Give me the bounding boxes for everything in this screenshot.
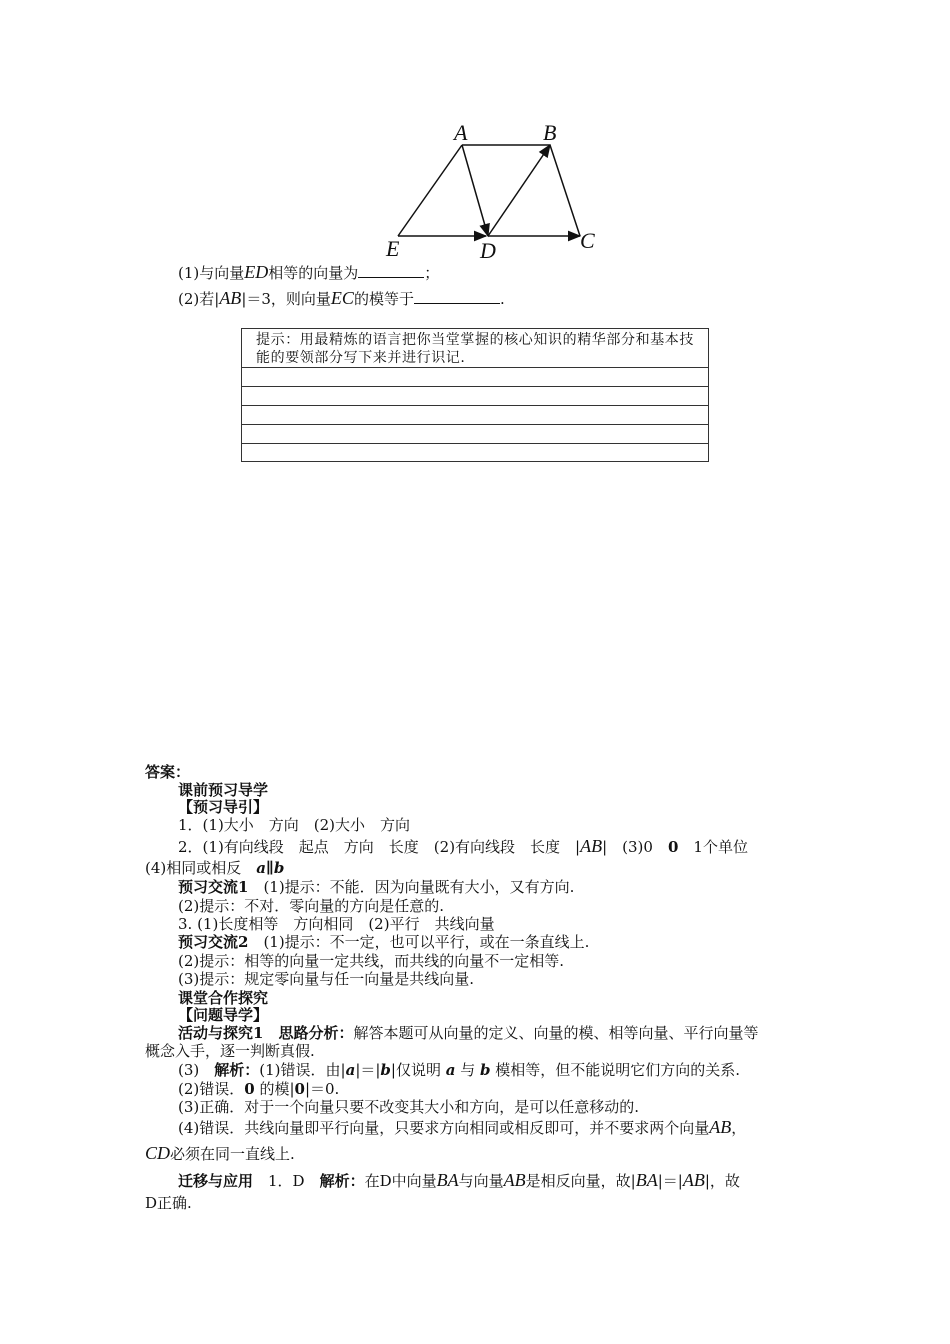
preview-exchange-1-2: (2)提示：不对．零向量的方向是任意的.: [178, 897, 445, 915]
preview-exchange-2-2: (2)提示：相等的向量一定共线，而共线的向量不一定相等.: [178, 952, 565, 970]
section-cooperative: 课堂合作探究: [178, 989, 269, 1007]
vector-ed: ED: [244, 262, 269, 282]
note-line[interactable]: [242, 386, 708, 387]
point-e-label: E: [386, 236, 400, 261]
point-a-label: A: [454, 120, 468, 145]
vector-ec: EC: [330, 288, 354, 308]
activity-1-cont: 概念入手，逐一判断真假.: [145, 1042, 315, 1060]
analysis-3-4-cont: CD必须在同一直线上.: [145, 1143, 295, 1163]
segment-db: [488, 145, 550, 236]
preview-exchange-2: 预习交流2 (1)提示：不一定，也可以平行，或在一条直线上.: [178, 933, 590, 951]
problem-guide-heading: 【问题导学】: [178, 1006, 269, 1024]
question-1: (1)与向量ED相等的向量为 ；: [178, 262, 440, 282]
analysis-3-4: (4)错误．共线向量即平行向量，只要求方向相同或相反即可，并不要求两个向量AB，: [178, 1117, 747, 1137]
point-c-label: C: [580, 228, 595, 253]
activity-1: 活动与探究1 思路分析：解答本题可从向量的定义、向量的模、相等向量、平行向量等: [178, 1024, 759, 1042]
answer-line-3: 3. (1)长度相等 方向相同 (2)平行 共线向量: [178, 915, 495, 933]
preview-guide-heading: 【预习导引】: [178, 798, 269, 816]
note-line[interactable]: [242, 405, 708, 406]
analysis-3-2: (2)错误．0 的模|0|＝0.: [178, 1080, 340, 1098]
segment-ad: [462, 145, 488, 236]
segment-ae: [398, 145, 462, 236]
vector-ab: AB: [219, 288, 242, 308]
notes-box: [241, 328, 709, 462]
point-b-label: B: [543, 120, 557, 145]
segment-bc: [550, 145, 580, 236]
answers-title: 答案：: [145, 763, 191, 781]
answer-blank-1[interactable]: [358, 263, 424, 278]
transfer-application-cont: D正确.: [145, 1194, 192, 1212]
section-pre-study: 课前预习导学: [178, 781, 269, 799]
hint-text: 提示：用最精炼的语言把你当堂掌握的核心知识的精华部分和基本技能的要领部分写下来并进行识记.: [256, 332, 694, 366]
transfer-application: 迁移与应用 1．D 解析：在D中向量BA与向量AB是相反向量，故|BA|＝|AB|，故: [178, 1170, 740, 1190]
answer-line-1: 1．(1)大小 方向 (2)大小 方向: [178, 816, 411, 834]
preview-exchange-2-3: (3)提示：规定零向量与任一向量是共线向量.: [178, 970, 475, 988]
parallelogram-figure: [380, 118, 610, 268]
analysis-3-3: (3)正确．对于一个向量只要不改变其大小和方向，是可以任意移动的.: [178, 1098, 640, 1116]
note-line[interactable]: [242, 424, 708, 425]
answer-blank-2[interactable]: [414, 289, 500, 304]
preview-exchange-1: 预习交流1 (1)提示：不能．因为向量既有大小，又有方向.: [178, 878, 575, 896]
analysis-3-1: (3) 解析：(1)错误．由|a|＝|b|仅说明 a 与 b 模相等，但不能说明它们方向的关系.: [178, 1061, 741, 1079]
note-line[interactable]: [242, 443, 708, 444]
note-line[interactable]: [242, 367, 708, 368]
answer-line-2-cont: (4)相同或相反 a∥b: [145, 859, 285, 877]
question-2: (2)若|AB|＝3，则向量EC的模等于 .: [178, 288, 505, 308]
answer-line-2: 2．(1)有向线段 起点 方向 长度 (2)有向线段 长度 |AB| (3)0 0 1个单位: [178, 836, 748, 856]
point-d-label: D: [480, 238, 496, 263]
